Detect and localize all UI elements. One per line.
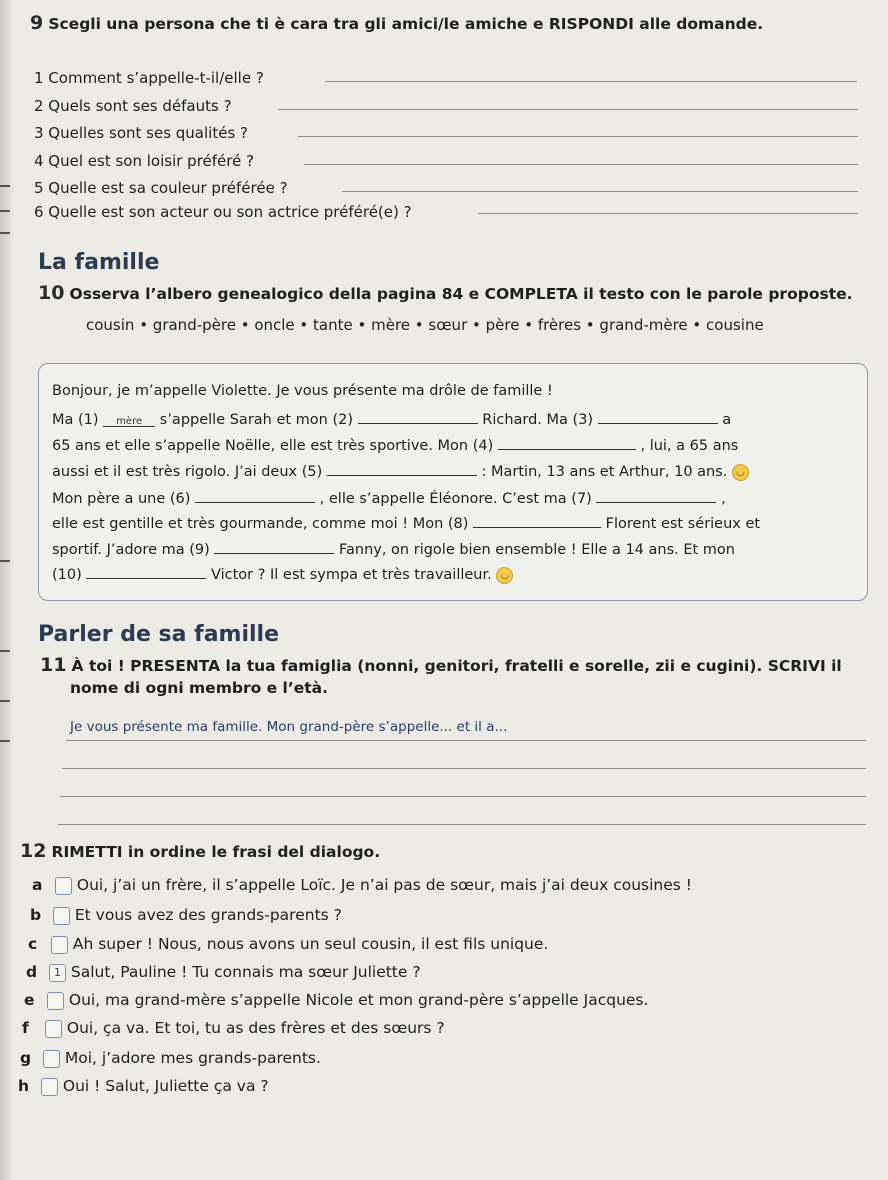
text-fragment: Ma (1) (52, 412, 99, 428)
writing-line-3[interactable] (60, 796, 866, 797)
dialog-text: Oui, j’ai un frère, il s’appelle Loïc. Je n’ai pas de sœur, mais j’ai deux cousines ! (76, 876, 693, 894)
order-checkbox[interactable]: 1 (49, 964, 66, 982)
text-line-4 (52, 461, 749, 481)
exercise-11-heading (40, 654, 842, 676)
dialog-item-f (22, 1019, 445, 1038)
writing-line-4[interactable] (58, 824, 866, 825)
text-line-1: Bonjour, je m’appelle Violette. Je vous présente ma drôle de famille ! (52, 383, 553, 399)
question-1: 1 Comment s’appelle-t-il/elle ? (34, 69, 264, 87)
question-6: 6 Quelle est son acteur ou son actrice préféré(e) ? (34, 203, 412, 221)
margin-mark (0, 700, 10, 702)
answer-line-1[interactable] (325, 81, 857, 82)
blank-9[interactable] (214, 539, 334, 554)
dialog-text: Oui, ça va. Et toi, tu as des frères et des sœurs ? (66, 1019, 445, 1037)
writing-line-1[interactable] (66, 740, 866, 741)
writing-line-2[interactable] (62, 768, 866, 769)
text-fragment: , (721, 491, 726, 507)
answer-line-5[interactable] (342, 191, 858, 192)
margin-mark (0, 210, 10, 212)
exercise-instruction: RIMETTI in ordine le frasi del dialogo. (51, 843, 381, 861)
item-letter: g (20, 1049, 32, 1067)
handwritten-answer: mère (116, 416, 143, 427)
question-3: 3 Quelles sont ses qualités ? (34, 124, 248, 142)
exercise-instruction-line-2: nome di ogni membro e l’età. (70, 679, 329, 697)
section-title-talk-family: Parler de sa famille (38, 622, 280, 647)
blank-8[interactable] (473, 513, 601, 528)
text-line-8 (52, 564, 513, 584)
dialog-item-c (28, 935, 548, 954)
text-fragment: Florent est sérieux et (605, 516, 761, 532)
text-fragment: Mon père a une (6) (52, 491, 191, 507)
smiley-icon: ◡ (496, 567, 513, 584)
blank-1[interactable] (103, 412, 155, 427)
margin-mark (0, 650, 10, 652)
order-checkbox[interactable] (51, 936, 68, 954)
question-5: 5 Quelle est sa couleur préférée ? (34, 179, 288, 197)
blank-5[interactable] (327, 461, 477, 476)
item-letter: a (32, 876, 43, 894)
order-checkbox[interactable] (47, 992, 64, 1010)
exercise-9-heading (30, 12, 763, 34)
dialog-text: Oui, ma grand-mère s’appelle Nicole et mon grand-père s’appelle Jacques. (68, 991, 649, 1009)
dialog-item-a (32, 876, 692, 895)
text-fragment: : Martin, 13 ans et Arthur, 10 ans. (481, 464, 728, 480)
margin-mark (0, 185, 10, 187)
dialog-text: Moi, j’adore mes grands-parents. (64, 1049, 321, 1067)
blank-10[interactable] (86, 564, 206, 579)
dialog-item-b (30, 906, 342, 925)
dialog-item-e (24, 991, 648, 1010)
answer-line-3[interactable] (298, 136, 858, 137)
text-line-3 (52, 435, 738, 454)
text-fragment: 65 ans et elle s’appelle Noëlle, elle est très sportive. Mon (4) (52, 438, 494, 454)
exercise-instruction: Scegli una persona che ti è cara tra gli amici/le amiche e RISPONDI alle domande. (48, 15, 764, 33)
exercise-number: 9 (30, 12, 44, 34)
example-sentence: Je vous présente ma famille. Mon grand-père s’appelle... et il a... (70, 719, 508, 735)
exercise-instruction: Osserva l’albero genealogico della pagina 84 e COMPLETA il testo con le parole proposte. (69, 285, 853, 303)
exercise-12-heading (20, 840, 380, 862)
text-fragment: Richard. Ma (3) (482, 412, 594, 428)
question-2: 2 Quels sont ses défauts ? (34, 97, 232, 115)
exercise-instruction: À toi ! PRESENTA la tua famiglia (nonni, genitori, fratelli e sorelle, zii e cugini). SCRIVI il (71, 657, 842, 675)
dialog-item-g (20, 1049, 321, 1068)
margin-mark (0, 560, 10, 562)
exercise-10-heading (38, 282, 853, 304)
exercise-number: 11 (40, 654, 67, 676)
blank-2[interactable] (358, 409, 478, 424)
text-line-2 (52, 409, 731, 428)
order-checkbox[interactable] (41, 1078, 58, 1096)
text-fragment: (10) (52, 567, 82, 583)
dialog-text: Oui ! Salut, Juliette ça va ? (62, 1077, 269, 1095)
margin-mark (0, 232, 10, 234)
item-letter: f (22, 1019, 29, 1037)
text-fragment: Victor ? Il est sympa et très travailleur. (210, 567, 492, 583)
dialog-text: Ah super ! Nous, nous avons un seul cousin, il est fils unique. (72, 935, 549, 953)
dialog-text: Et vous avez des grands-parents ? (74, 906, 342, 924)
text-fragment: s’appelle Sarah et mon (2) (159, 412, 354, 428)
text-fragment: , elle s’appelle Éléonore. C’est ma (7) (319, 491, 592, 507)
book-spine-shadow (0, 0, 14, 1180)
text-line-6 (52, 513, 760, 532)
dialog-text: Salut, Pauline ! Tu connais ma sœur Juliette ? (70, 963, 421, 981)
order-checkbox[interactable] (55, 877, 72, 895)
question-4: 4 Quel est son loisir préféré ? (34, 152, 255, 170)
text-fragment: aussi et il est très rigolo. J’ai deux (5) (52, 464, 323, 480)
blank-4[interactable] (498, 435, 636, 450)
text-fragment: a (722, 412, 732, 428)
order-checkbox[interactable] (43, 1050, 60, 1068)
answer-line-4[interactable] (304, 164, 858, 165)
text-fragment: , lui, a 65 ans (640, 438, 739, 454)
dialog-item-d (26, 963, 421, 982)
smiley-icon: ◡ (732, 464, 749, 481)
text-fragment: Fanny, on rigole bien ensemble ! Elle a 14 ans. Et mon (338, 542, 735, 558)
text-fragment: elle est gentille et très gourmande, comme moi ! Mon (8) (52, 516, 469, 532)
answer-line-2[interactable] (278, 109, 858, 110)
answer-line-6[interactable] (478, 213, 858, 214)
text-line-5 (52, 488, 726, 507)
text-line-7 (52, 539, 735, 558)
exercise-number: 10 (38, 282, 65, 304)
item-letter: b (30, 906, 42, 924)
item-letter: d (26, 963, 38, 981)
margin-mark (0, 740, 10, 742)
blank-3[interactable] (598, 409, 718, 424)
order-checkbox[interactable] (53, 907, 70, 925)
section-title-family: La famille (38, 250, 160, 275)
item-letter: h (18, 1077, 30, 1095)
order-checkbox[interactable] (45, 1020, 62, 1038)
exercise-number: 12 (20, 840, 47, 862)
blank-7[interactable] (596, 488, 716, 503)
item-letter: c (28, 935, 38, 953)
word-bank: cousin • grand-père • oncle • tante • mère • sœur • père • frères • grand-mère • cousine (86, 316, 764, 334)
blank-6[interactable] (195, 488, 315, 503)
dialog-item-h (18, 1077, 269, 1096)
item-letter: e (24, 991, 35, 1009)
text-fragment: sportif. J’adore ma (9) (52, 542, 210, 558)
